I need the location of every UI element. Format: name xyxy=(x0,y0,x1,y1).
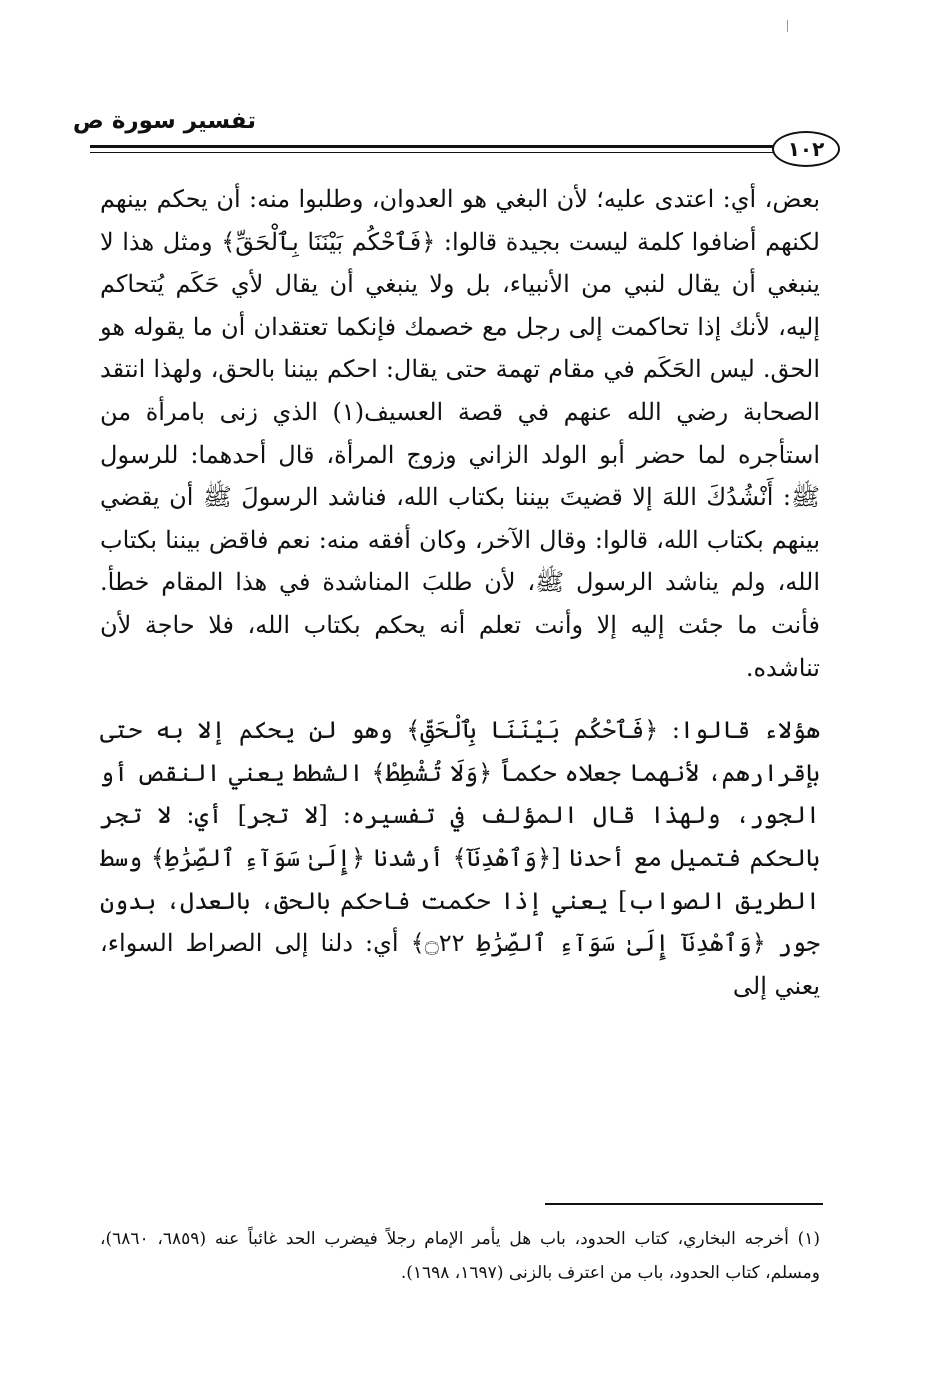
footnote-separator xyxy=(545,1203,823,1205)
main-text xyxy=(100,178,820,1007)
crop-mark xyxy=(787,20,788,32)
footnote xyxy=(100,1222,820,1290)
header-rule-thin xyxy=(90,152,790,153)
page-number: ١٠٢ xyxy=(772,131,840,167)
footnote-text: (١) أخرجه البخاري، كتاب الحدود، باب هل يأمر الإمام رجلاً فيضرب الحد غائباً عنه (٦٨٥٩، ٦٨٦٠)، ومسلم، كتاب الحدود، باب من اعترف بالزنى (١٦٩٧، ١٦٩٨). xyxy=(100,1229,820,1283)
running-title: تفسير سورة ص xyxy=(72,108,256,134)
paragraph: بعض، أي: اعتدى عليه؛ لأن البغي هو العدوان، وطلبوا منه: أن يحكم بينهم لكنهم أضافوا كلمة ليست بجيدة قالوا: ﴿فَٱحْكُم بَيْنَنَا بِٱلْحَقِّ﴾ ومثل هذا لا ينبغي أن يقال لنبي من الأنبياء، بل ولا ينبغي أن يقال لأي حَكَم يُتحاكم إليه، لأنك إذا تحاكمت إلى رجل مع خصمك فإنكما تعتقدان أن ما يقوله هو الحق. ليس الحَكَم في مقام تهمة حتى يقال: احكم بيننا بالحق، ولهذا انتقد الصحابة رضي الله عنهم في قصة العسيف(١) الذي زنى بامرأة من استأجره لما حضر أبو الولد الزاني وزوج المرأة، قال أحدهما: للرسول ﷺ: أَنْشُدُكَ اللهَ إلا قضيتَ بيننا بكتاب الله، فناشد الرسولَ ﷺ أن يقضي بينهم بكتاب الله، قالوا: وقال الآخر، وكان أفقه منه: نعم فاقض بيننا بكتاب الله، ولم يناشد الرسول ﷺ، لأن طلبَ المناشدة في هذا المقام خطأ. فأنت ما جئت إليه إلا وأنت تعلم أنه يحكم بكتاب الله، فلا حاجة لأن تناشده. xyxy=(100,185,821,682)
paragraph: هؤلاء قالوا: ﴿فَٱحْكُم بَيْنَنَا بِٱلْحَقِّ﴾ وهو لن يحكم إلا به حتى بإقرارهم، لأنهما جعلاه حكماً ﴿وَلَا تُشْطِطْ﴾ الشطط يعني النقص أو الجور، ولهذا قال المؤلف في تفسيره: [لا تجر] أي: لا تجر بالحكم فتميل مع أحدنا [﴿وَٱهْدِنَآ﴾ أرشدنا ﴿إِلَىٰ سَوَآءِ ٱلصِّرَٰطِ﴾ وسط الطريق الصواب] يعني إذا حكمت فاحكم بالحق، بالعدل، بدون جور ﴿وَٱهْدِنَآ إِلَىٰ سَوَآءِ ٱلصِّرَٰطِ ۝٢٢﴾ أي: دلنا إلى الصراط السواء، يعني إلى xyxy=(100,716,820,1000)
header-rule-thick xyxy=(90,145,790,148)
page-header xyxy=(72,105,840,165)
